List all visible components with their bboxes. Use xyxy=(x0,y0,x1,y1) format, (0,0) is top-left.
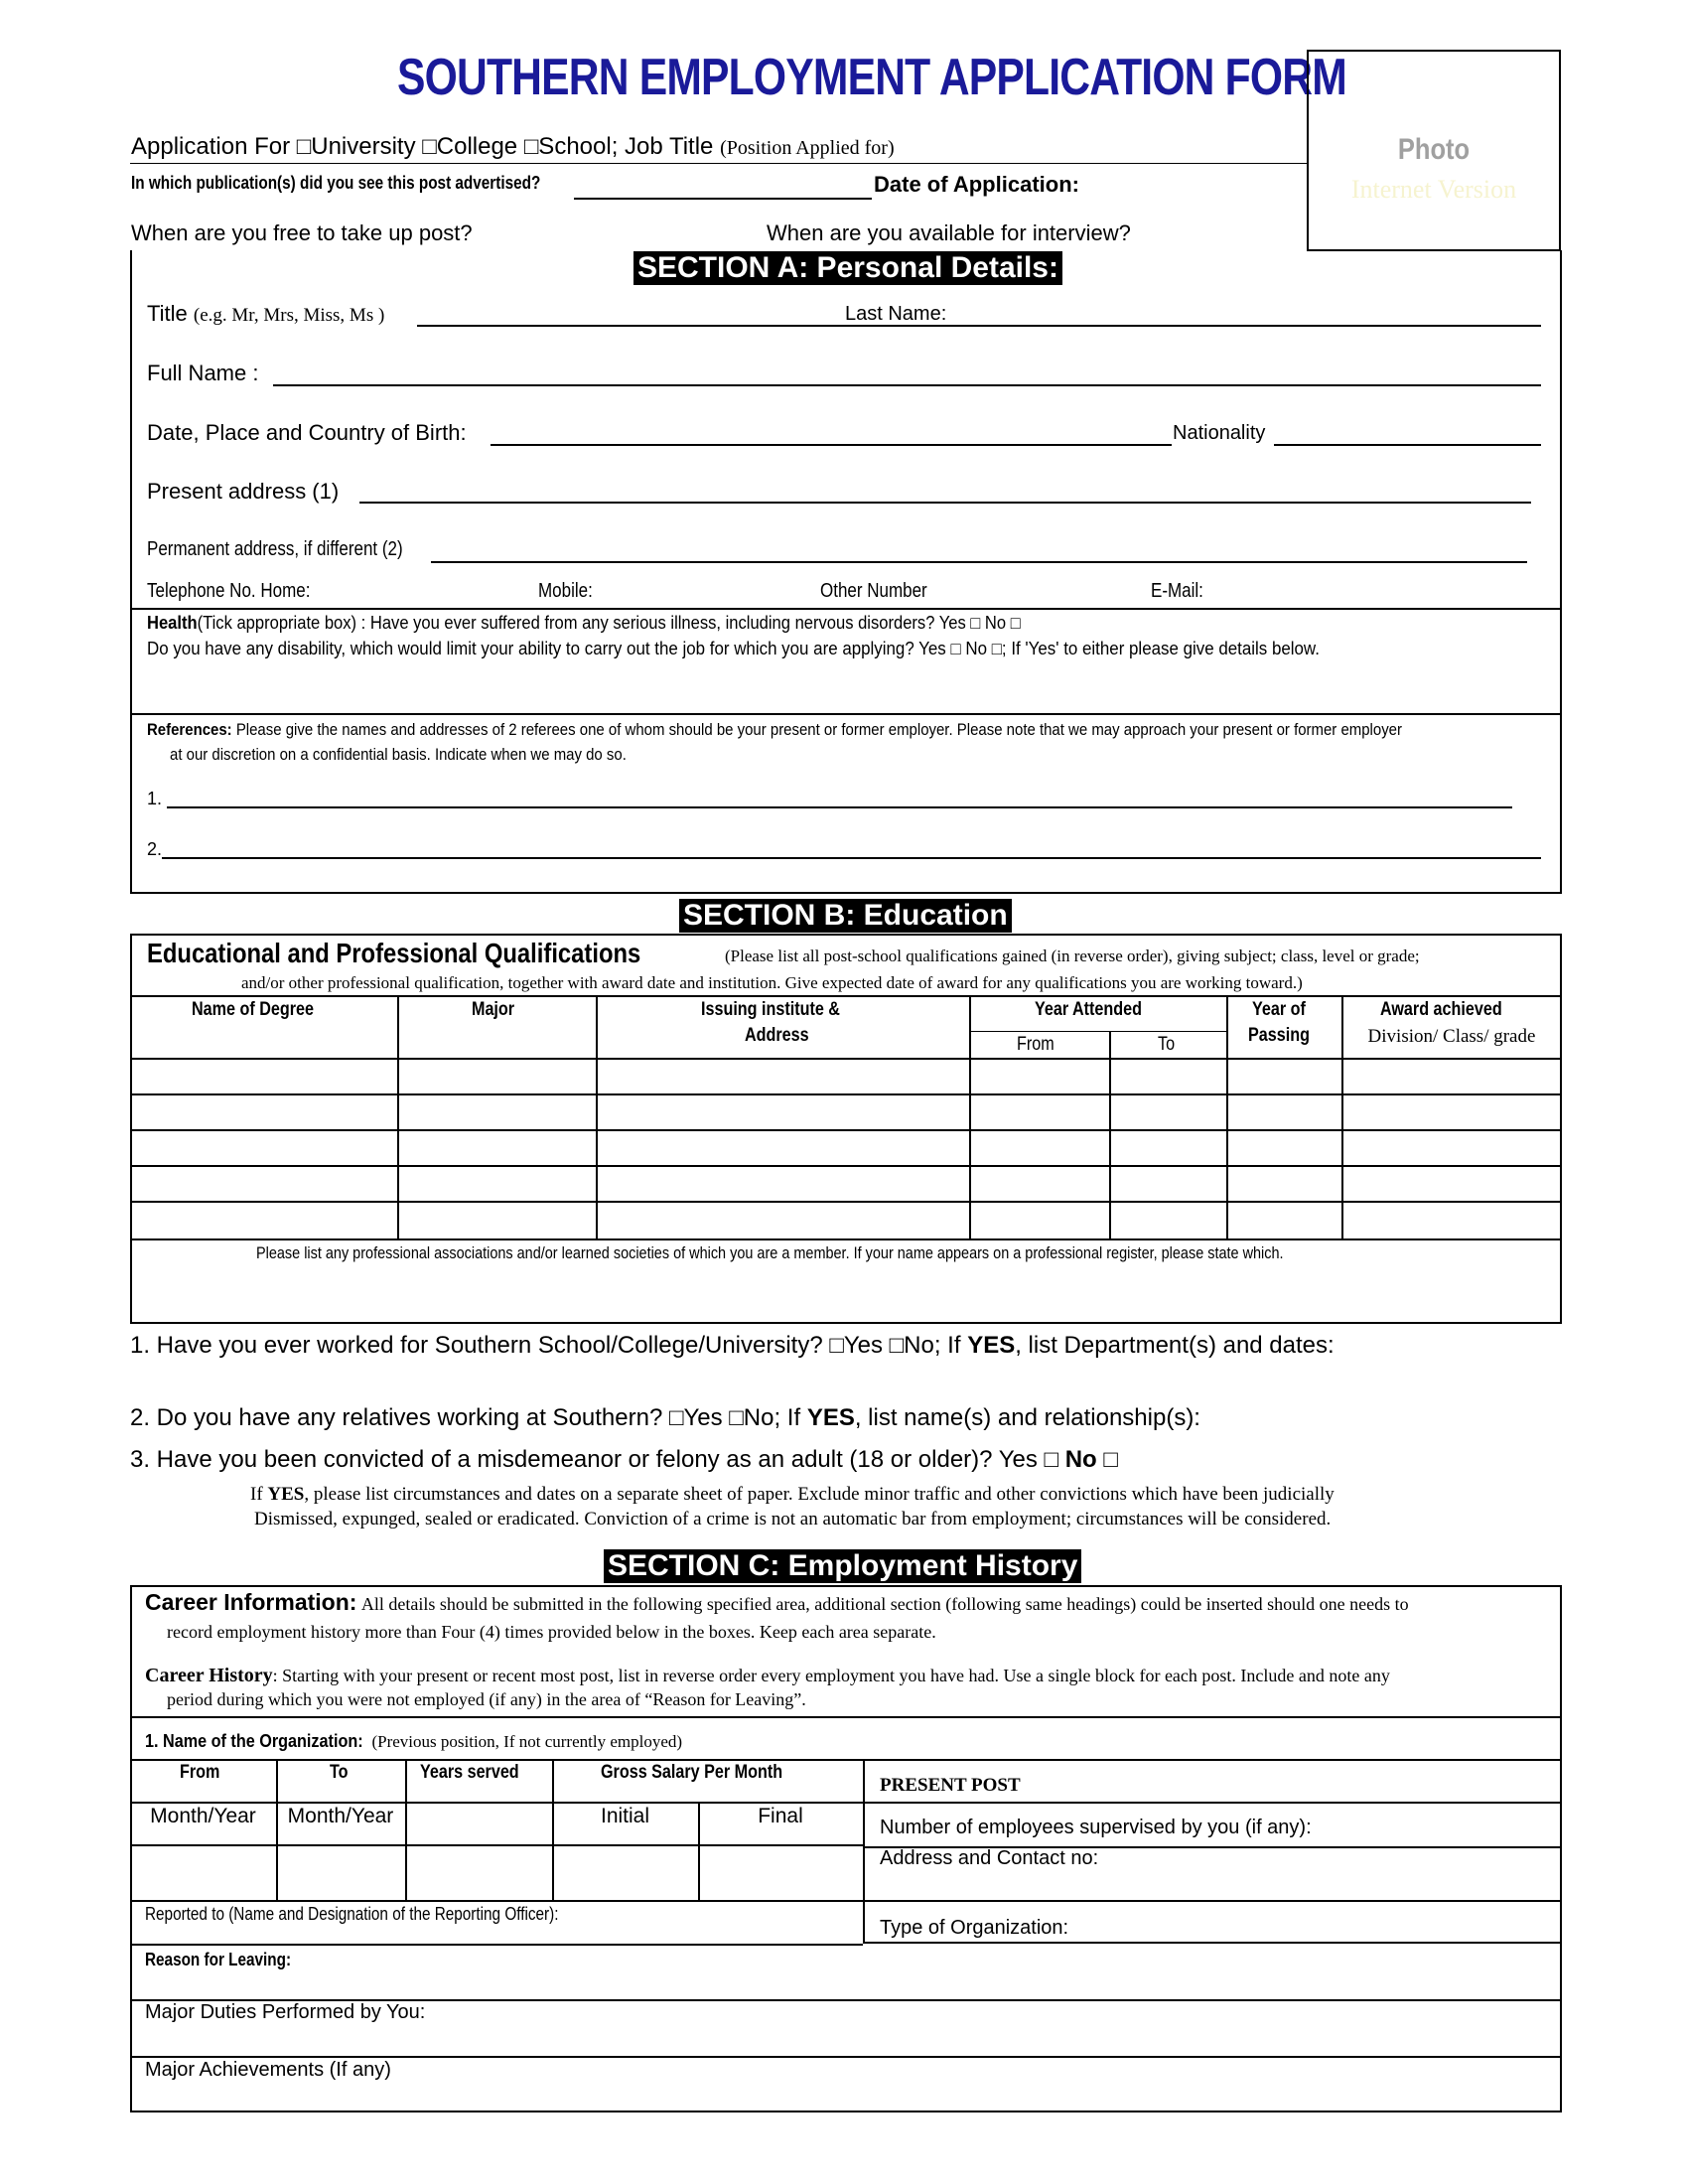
type-of-organization-label[interactable]: Type of Organization: xyxy=(880,1917,1069,1939)
section-a-heading: SECTION A: Personal Details: xyxy=(633,251,1062,285)
form-title: SOUTHERN EMPLOYMENT APPLICATION FORM xyxy=(397,49,1346,106)
col-institute: Issuing institute & xyxy=(700,999,840,1020)
edu-subheader-line xyxy=(969,1031,1226,1032)
date-of-application-label: Date of Application: xyxy=(874,172,1079,197)
col-to: To xyxy=(1157,1034,1176,1055)
col-year-attended: Year Attended xyxy=(1034,999,1142,1020)
photo-label: Photo xyxy=(1397,133,1471,166)
career-information: Career Information: All details should be submitted in the following specified area, additional section (following same headings) could be inserted should one needs to xyxy=(145,1589,1409,1615)
edu-row-line xyxy=(130,1238,1562,1240)
col-award: Award achieved xyxy=(1379,999,1502,1020)
application-for-line xyxy=(131,133,895,161)
emp-from-month-year: Month/Year xyxy=(150,1805,256,1827)
reference-1-label: 1. xyxy=(147,789,163,808)
free-to-take-up-label: When are you free to take up post? xyxy=(131,220,473,245)
question-2[interactable]: 2. Do you have any relatives working at Southern? □Yes □No; If YES, list name(s) and relationship(s): xyxy=(130,1404,1200,1431)
question-3-note: If YES, please list circumstances and dates on a separate sheet of paper. Exclude minor traffic and other convictions which have been judicially xyxy=(250,1484,1335,1505)
emp-col-from: From xyxy=(179,1762,220,1783)
emp-col-to: To xyxy=(330,1762,349,1783)
address-contact-label: Address and Contact no: xyxy=(880,1847,1099,1869)
permanent-address-label: Permanent address, if different (2) xyxy=(147,538,403,560)
org-name-label[interactable]: 1. Name of the Organization: (Previous position, If not currently employed) xyxy=(145,1731,683,1751)
position-applied-hint: (Position Applied for) xyxy=(720,137,895,159)
qualifications-note-2: and/or other professional qualification, together with award date and institution. Give expected date of award for any qualifications you are working toward.) xyxy=(241,973,1303,992)
col-award-sub: Division/ Class/ grade xyxy=(1367,1026,1536,1047)
application-for-underline[interactable] xyxy=(130,163,1308,164)
birth-label: Date, Place and Country of Birth: xyxy=(147,420,467,445)
reference-2-label: 2. xyxy=(147,839,163,859)
career-history-2: period during which you were not employed (if any) in the area of “Reason for Leaving”. xyxy=(167,1689,806,1709)
references-text: References: Please give the names and addresses of 2 referees one of whom should be your present or former employer. Please note that we may approach your present or former employer xyxy=(147,720,1402,739)
references-text-2: at our discretion on a confidential basis. Indicate when we may do so. xyxy=(170,745,627,764)
col-major: Major xyxy=(471,999,514,1020)
last-name-label: Last Name: xyxy=(845,303,947,325)
title-hint: (e.g. Mr, Mrs, Miss, Ms ) xyxy=(193,305,385,326)
question-3-note-2: Dismissed, expunged, sealed or eradicated. Conviction of a crime is not an automatic bar from employment; circumstances will be considered. xyxy=(254,1509,1332,1529)
col-from: From xyxy=(1017,1034,1055,1055)
application-for-label: Application For □University □College □School; Job Title xyxy=(131,133,714,160)
section-b-heading: SECTION B: Education xyxy=(679,899,1012,933)
available-interview-label: When are you available for interview? xyxy=(767,220,1131,245)
photo-watermark: Internet Version xyxy=(1350,175,1517,204)
reference-2-field[interactable] xyxy=(162,857,1541,859)
publication-field[interactable] xyxy=(574,198,872,200)
employment-entry-row[interactable] xyxy=(130,1846,863,1900)
present-address-field[interactable] xyxy=(359,502,1531,504)
emp-salary-initial: Initial xyxy=(600,1805,650,1827)
telephone-divider xyxy=(130,608,1562,610)
education-entry-rows[interactable] xyxy=(130,1059,1562,1238)
emp-row-line xyxy=(863,1942,1562,1944)
full-name-field[interactable] xyxy=(273,384,1541,386)
emp-row-line xyxy=(130,2056,1562,2058)
career-history: Career History: Starting with your present or recent most post, list in reverse order every employment you have had. Use a single block for each post. Include and note any xyxy=(145,1665,1390,1686)
question-1[interactable]: 1. Have you ever worked for Southern School/College/University? □Yes □No; If YES, list Department(s) and dates: xyxy=(130,1332,1335,1359)
section-a-box xyxy=(130,250,1562,894)
present-post-label: PRESENT POST xyxy=(880,1775,1021,1796)
nationality-label: Nationality xyxy=(1173,422,1266,444)
major-achievements-label[interactable]: Major Achievements (If any) xyxy=(145,2059,391,2081)
emp-salary-final: Final xyxy=(758,1805,803,1827)
reference-1-field[interactable] xyxy=(167,806,1512,808)
health-question[interactable]: Health(Tick appropriate box) : Have you ever suffered from any serious illness, including nervous disorders? Yes □ No □ xyxy=(147,613,1021,633)
emp-row-line xyxy=(130,1802,1562,1804)
nationality-field[interactable] xyxy=(1274,444,1541,446)
title-field[interactable] xyxy=(417,325,1541,327)
telephone-home-label: Telephone No. Home: xyxy=(147,580,311,602)
edu-header-top xyxy=(130,995,1562,997)
qualifications-note: (Please list all post-school qualifications gained (in reverse order), giving subject; class, level or grade; xyxy=(725,946,1420,965)
question-3[interactable]: 3. Have you been convicted of a misdemeanor or felony as an adult (18 or older)? Yes □ No □ xyxy=(130,1446,1118,1473)
other-number-label: Other Number xyxy=(820,580,927,602)
photo-box[interactable] xyxy=(1307,50,1561,251)
career-divider xyxy=(130,1716,1562,1718)
emp-row-line xyxy=(130,1900,1562,1902)
publication-question: In which publication(s) did you see this post advertised? xyxy=(131,173,541,193)
col-year-of: Year of xyxy=(1252,999,1307,1020)
title-label: Title (e.g. Mr, Mrs, Miss, Ms ) xyxy=(147,301,385,326)
emp-col-gross-salary: Gross Salary Per Month xyxy=(600,1762,782,1783)
full-name-label: Full Name : xyxy=(147,361,259,385)
health-divider xyxy=(130,713,1562,715)
career-information-2: record employment history more than Four (4) times provided below in the boxes. Keep each area separate. xyxy=(167,1622,936,1642)
mobile-label: Mobile: xyxy=(538,580,593,602)
emp-row-line xyxy=(130,1944,863,1946)
col-address: Address xyxy=(744,1025,809,1046)
disability-question[interactable]: Do you have any disability, which would limit your ability to carry out the job for which you are applying? Yes □ No □; If 'Yes' to either please give details below. xyxy=(147,639,1320,658)
emp-col-years-served: Years served xyxy=(420,1762,520,1783)
emp-col-sep xyxy=(863,1759,865,1942)
reason-for-leaving-label[interactable]: Reason for Leaving: xyxy=(145,1950,292,1969)
qualifications-heading: Educational and Professional Qualifications xyxy=(147,938,641,968)
email-label: E-Mail: xyxy=(1151,580,1203,602)
emp-header-top xyxy=(130,1759,1562,1761)
reported-to-label[interactable]: Reported to (Name and Designation of the Reporting Officer): xyxy=(145,1904,559,1924)
section-c-heading: SECTION C: Employment History xyxy=(604,1549,1081,1583)
major-duties-label[interactable]: Major Duties Performed by You: xyxy=(145,2001,426,2023)
emp-to-month-year: Month/Year xyxy=(287,1805,394,1827)
present-address-label: Present address (1) xyxy=(147,479,340,504)
employees-supervised-label: Number of employees supervised by you (if any): xyxy=(880,1817,1312,1838)
permanent-address-field[interactable] xyxy=(431,561,1527,563)
birth-field[interactable] xyxy=(491,444,1172,446)
col-degree: Name of Degree xyxy=(192,999,315,1020)
associations-note: Please list any professional associations and/or learned societies of which you are a member. If your name appears on a professional register, please state which. xyxy=(256,1243,1284,1262)
col-passing: Passing xyxy=(1247,1025,1310,1046)
